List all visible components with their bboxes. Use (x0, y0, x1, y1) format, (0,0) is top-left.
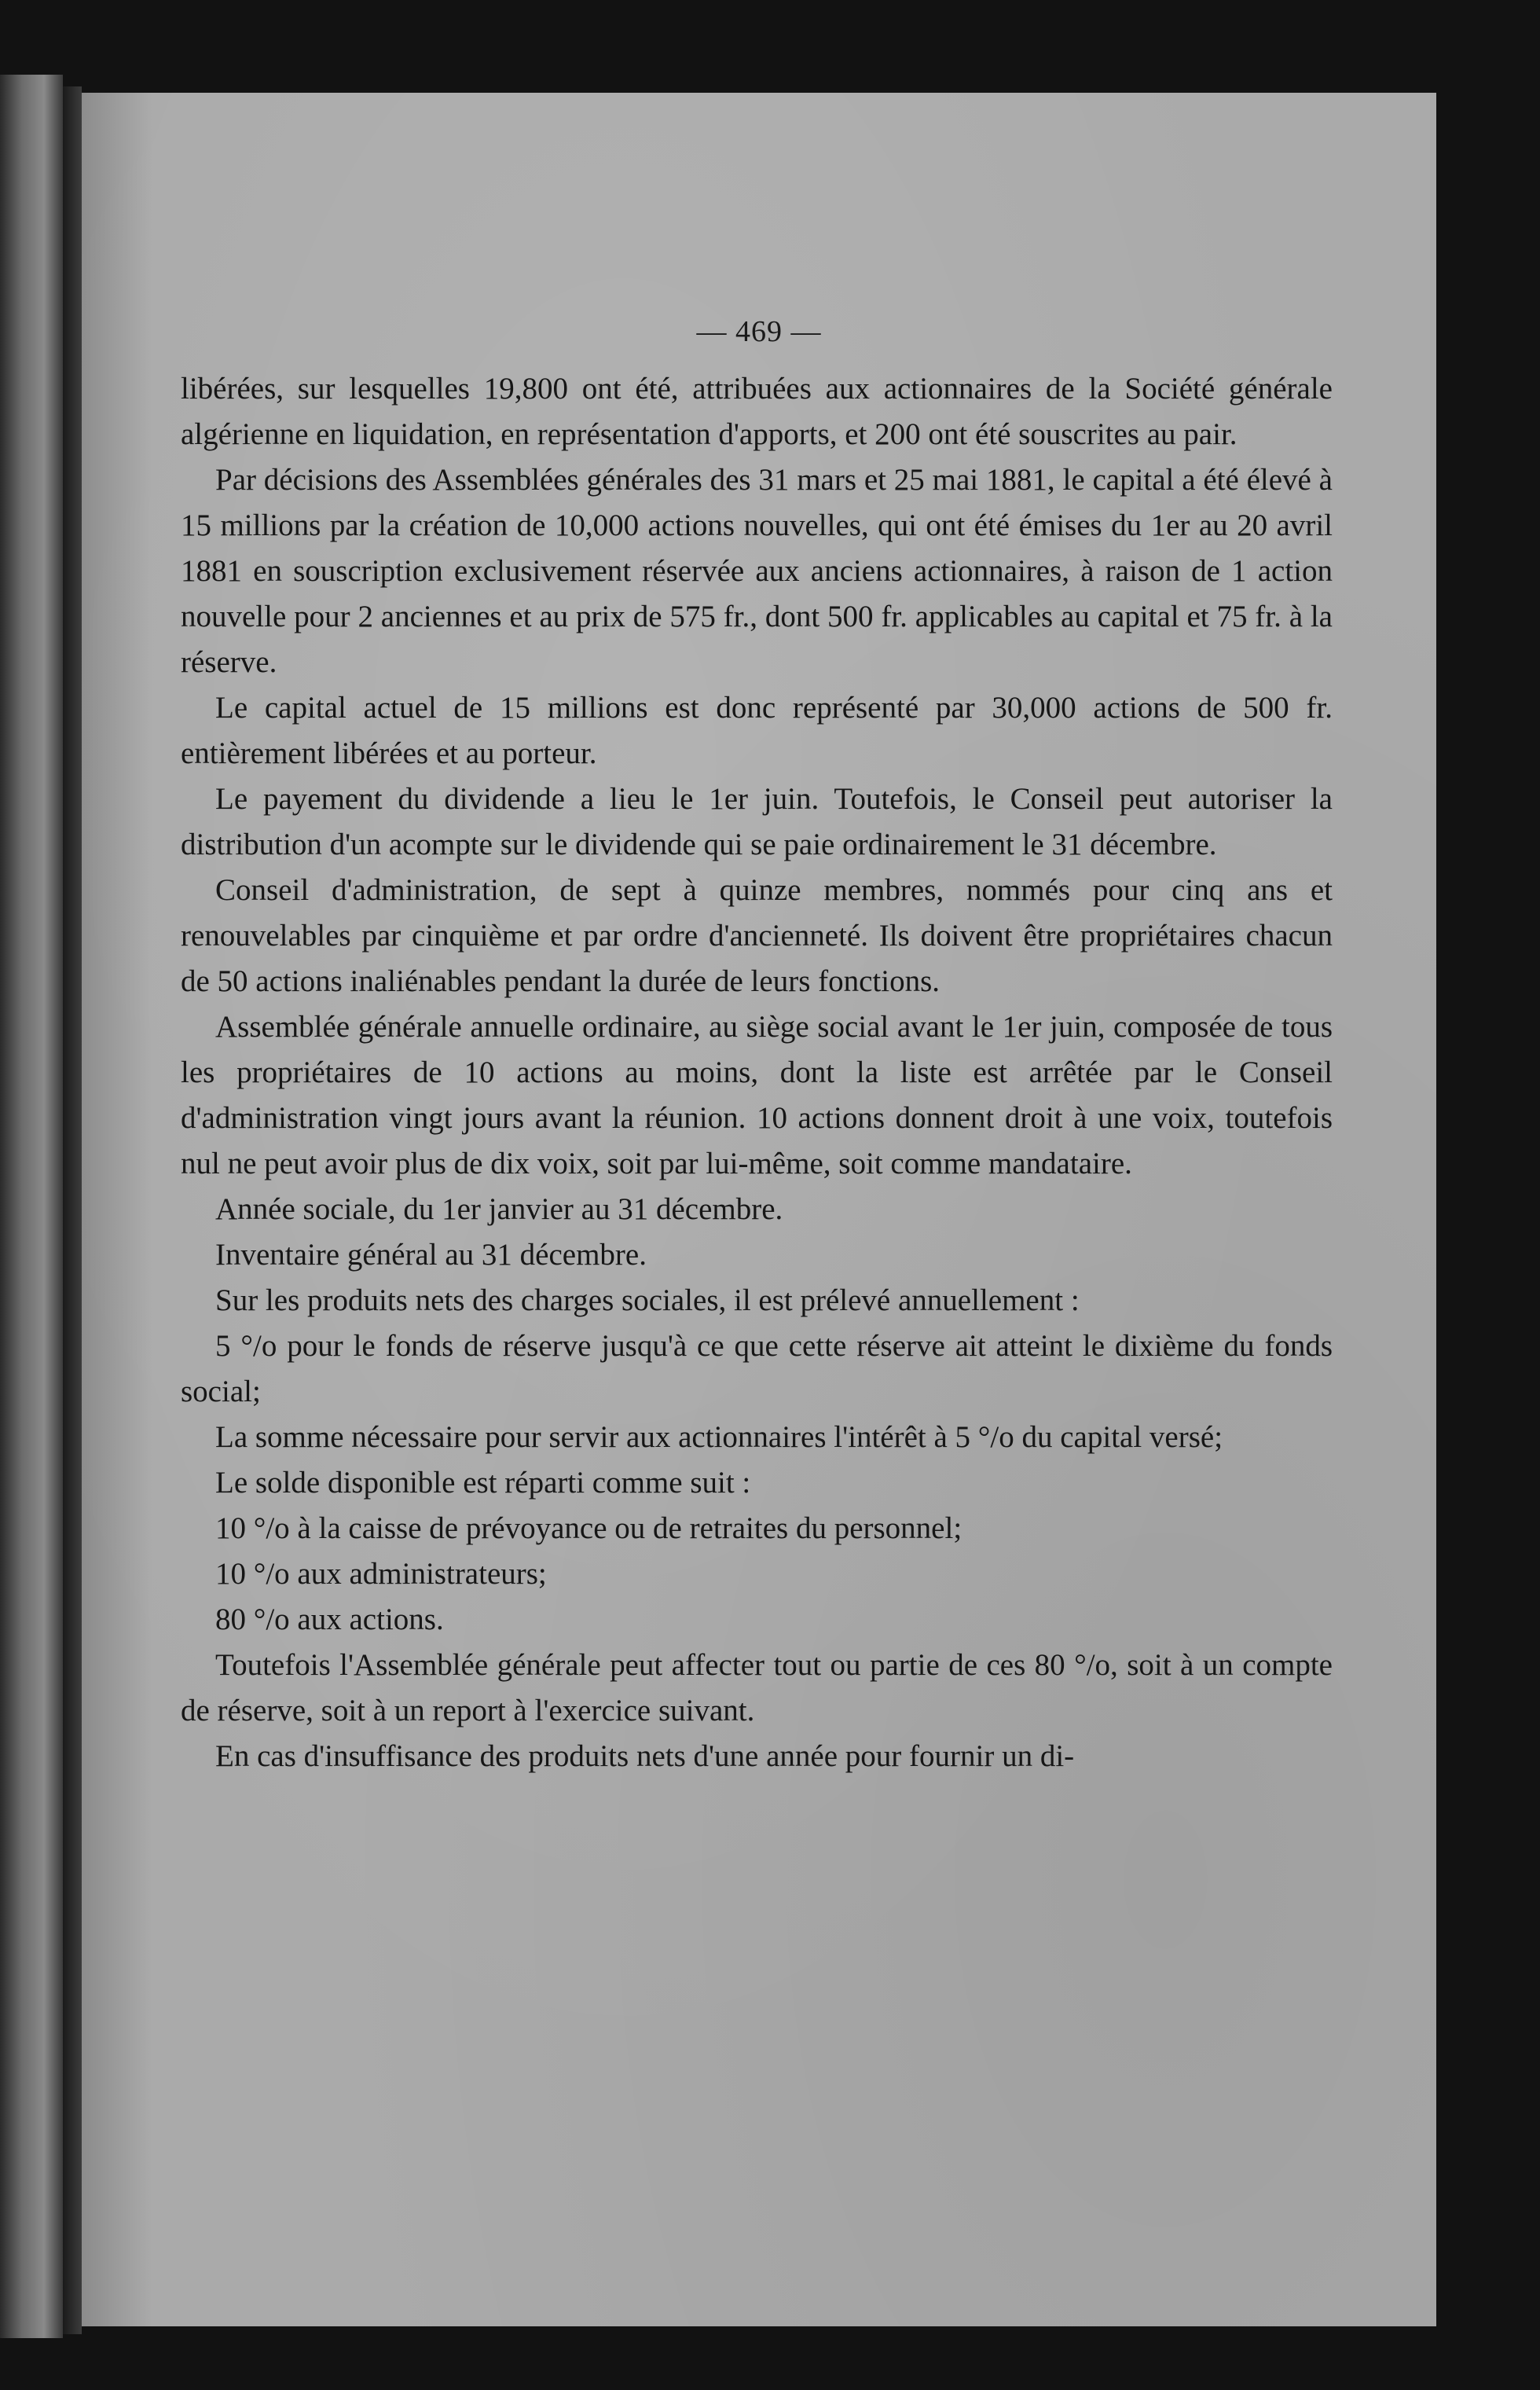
paragraph: Le capital actuel de 15 millions est donc représenté par 30,000 actions de 500 fr. entièrement libérées et au porteur. (181, 691, 1333, 770)
paragraph: Assemblée générale annuelle ordinaire, au siège social avant le 1er juin, composée de tous les propriétaires de 10 actions au moins, dont la liste est arrêtée par le Conseil d'administration vingt jours avant la réunion. 10 actions donnent droit à une voix, toutefois nul ne peut avoir plus de dix voix, soit par lui-même, soit comme mandataire. (181, 1010, 1333, 1180)
paragraph: Conseil d'administration, de sept à quinze membres, nommés pour cinq ans et renouvelables par cinquième et par ordre d'ancienneté. Ils doivent être propriétaires chacun de 50 actions inaliénables pendant la durée de leurs fonctions. (181, 873, 1333, 998)
paragraph: Par décisions des Assemblées générales des 31 mars et 25 mai 1881, le capital a été élevé à 15 millions par la création de 10,000 actions nouvelles, qui ont été émises du 1er au 20 avril 1881 en souscription exclusivement réservée aux anciens actionnaires, à raison de 1 action nouvelle pour 2 anciennes et au prix de 575 fr., dont 500 fr. applicables au capital et 75 fr. à la réserve. (181, 463, 1333, 679)
paragraph: libérées, sur lesquelles 19,800 ont été, attribuées aux actionnaires de la Société générale algérienne en liquidation, en représentation d'apports, et 200 ont été souscrites au pair. (181, 372, 1333, 451)
paragraph: 80 °/o aux actions. (215, 1603, 444, 1636)
paragraph: La somme nécessaire pour servir aux actionnaires l'intérêt à 5 °/o du capital versé; (215, 1420, 1223, 1454)
book-page (82, 93, 1436, 2326)
paragraph: Toutefois l'Assemblée générale peut affecter tout ou partie de ces 80 °/o, soit à un compte de réserve, soit à un report à l'exercice suivant. (181, 1648, 1333, 1727)
paragraph: Année sociale, du 1er janvier au 31 décembre. (215, 1192, 783, 1226)
paragraph: Sur les produits nets des charges sociales, il est prélevé annuellement : (215, 1283, 1080, 1317)
paragraph: Le solde disponible est réparti comme suit : (215, 1466, 751, 1500)
page-number: — 469 — (696, 315, 822, 348)
paragraph: 5 °/o pour le fonds de réserve jusqu'à ce que cette réserve ait atteint le dixième du fonds social; (181, 1329, 1333, 1408)
paragraph: 10 °/o aux administrateurs; (215, 1557, 547, 1591)
book-gutter (63, 86, 82, 2334)
paragraph: En cas d'insuffisance des produits nets d'une année pour fournir un di- (215, 1739, 1075, 1773)
paragraph: Le payement du dividende a lieu le 1er juin. Toutefois, le Conseil peut autoriser la distribution d'un acompte sur le dividende qui se paie ordinairement le 31 décembre. (181, 782, 1333, 861)
facing-page-edge (0, 75, 63, 2338)
page-body (181, 366, 1333, 1779)
paragraph: Inventaire général au 31 décembre. (215, 1238, 647, 1272)
paragraph: 10 °/o à la caisse de prévoyance ou de retraites du personnel; (215, 1511, 962, 1545)
